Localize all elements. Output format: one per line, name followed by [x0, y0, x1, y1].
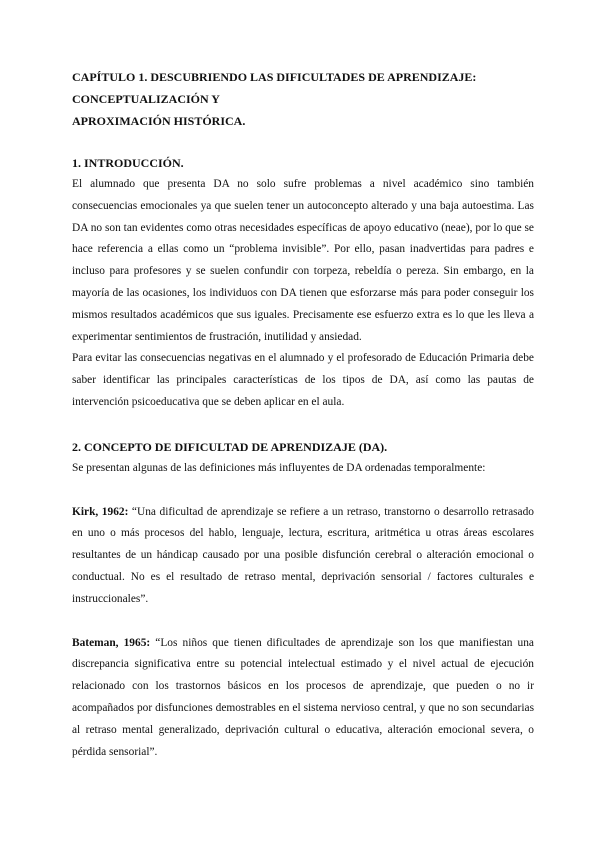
definition-text: “Los niños que tienen dificultades de aprendizaje son los que manifiestan una discrepancia significativa entre su potencial intelectual estimado y el nivel actual de ejecución relacionado con los trastornos básicos en los procesos de aprendizaje, que pueden o no ir acompañados por disfunciones demostrables en el sistema nervioso central, y que no son secundarias al retraso mental generalizado, deprivación cultural o educativa, alteración emocional severa, o pérdida sensorial”. [72, 636, 534, 758]
section-heading: 1. INTRODUCCIÓN. [72, 156, 184, 170]
chapter-title-line: CONCEPTUALIZACIÓN Y [72, 92, 220, 106]
paragraph: Se presentan algunas de las definiciones más influyentes de DA ordenadas temporalmente: [72, 461, 486, 474]
document-page [72, 66, 534, 763]
paragraph: Para evitar las consecuencias negativas en el alumnado y el profesorado de Educación Primaria debe saber identificar las principales características de los tipos de DA, así como las pautas de intervención psicoeducativa que se deben aplicar en el aula. [72, 352, 534, 408]
section-introduction [72, 152, 534, 414]
chapter-title [72, 66, 534, 132]
definition-author: Bateman, 1965: [72, 636, 151, 649]
section-heading: 2. CONCEPTO DE DIFICULTAD DE APRENDIZAJE (DA). [72, 439, 388, 454]
paragraph: El alumnado que presenta DA no solo sufre problemas a nivel académico sino también consecuencias emocionales ya que suelen tener un autoconcepto alterado y una baja autoestima. Las DA no son tan evidentes como otras necesidades específicas de apoyo educativo (neae), por lo que se hace referencia a ellas como un “problema invisible”. Por ello, pasan inadvertidas para padres e incluso para profesores y se suelen confundir con torpeza, rebeldía o pereza. Sin embargo, en la mayoría de las ocasiones, los individuos con DA tienen que esforzarse más para poder conseguir los mismos resultados académicos que sus iguales. Precisamente ese esfuerzo extra es lo que les lleva a experimentar sentimientos de frustración, inutilidad y ansiedad. [72, 178, 534, 343]
chapter-title-line: CAPÍTULO 1. DESCUBRIENDO LAS DIFICULTADES DE APRENDIZAJE: [72, 70, 477, 84]
chapter-title-line: APROXIMACIÓN HISTÓRICA. [72, 114, 246, 128]
section-concept [72, 436, 534, 764]
definition-kirk [72, 502, 534, 611]
definition-text: “Una dificultad de aprendizaje se refiere a un retraso, transtorno o desarrollo retrasado en uno o más procesos del hablo, lenguaje, lectura, escritura, aritmética u otras áreas escolares resultantes de un hándicap causado por una posible disfunción cerebral o alteración emocional o conductual. No es el resultado de retraso mental, deprivación sensorial / factores culturales e instruccionales”. [72, 505, 535, 605]
definition-author: Kirk, 1962: [72, 505, 129, 518]
definition-bateman [72, 633, 534, 764]
